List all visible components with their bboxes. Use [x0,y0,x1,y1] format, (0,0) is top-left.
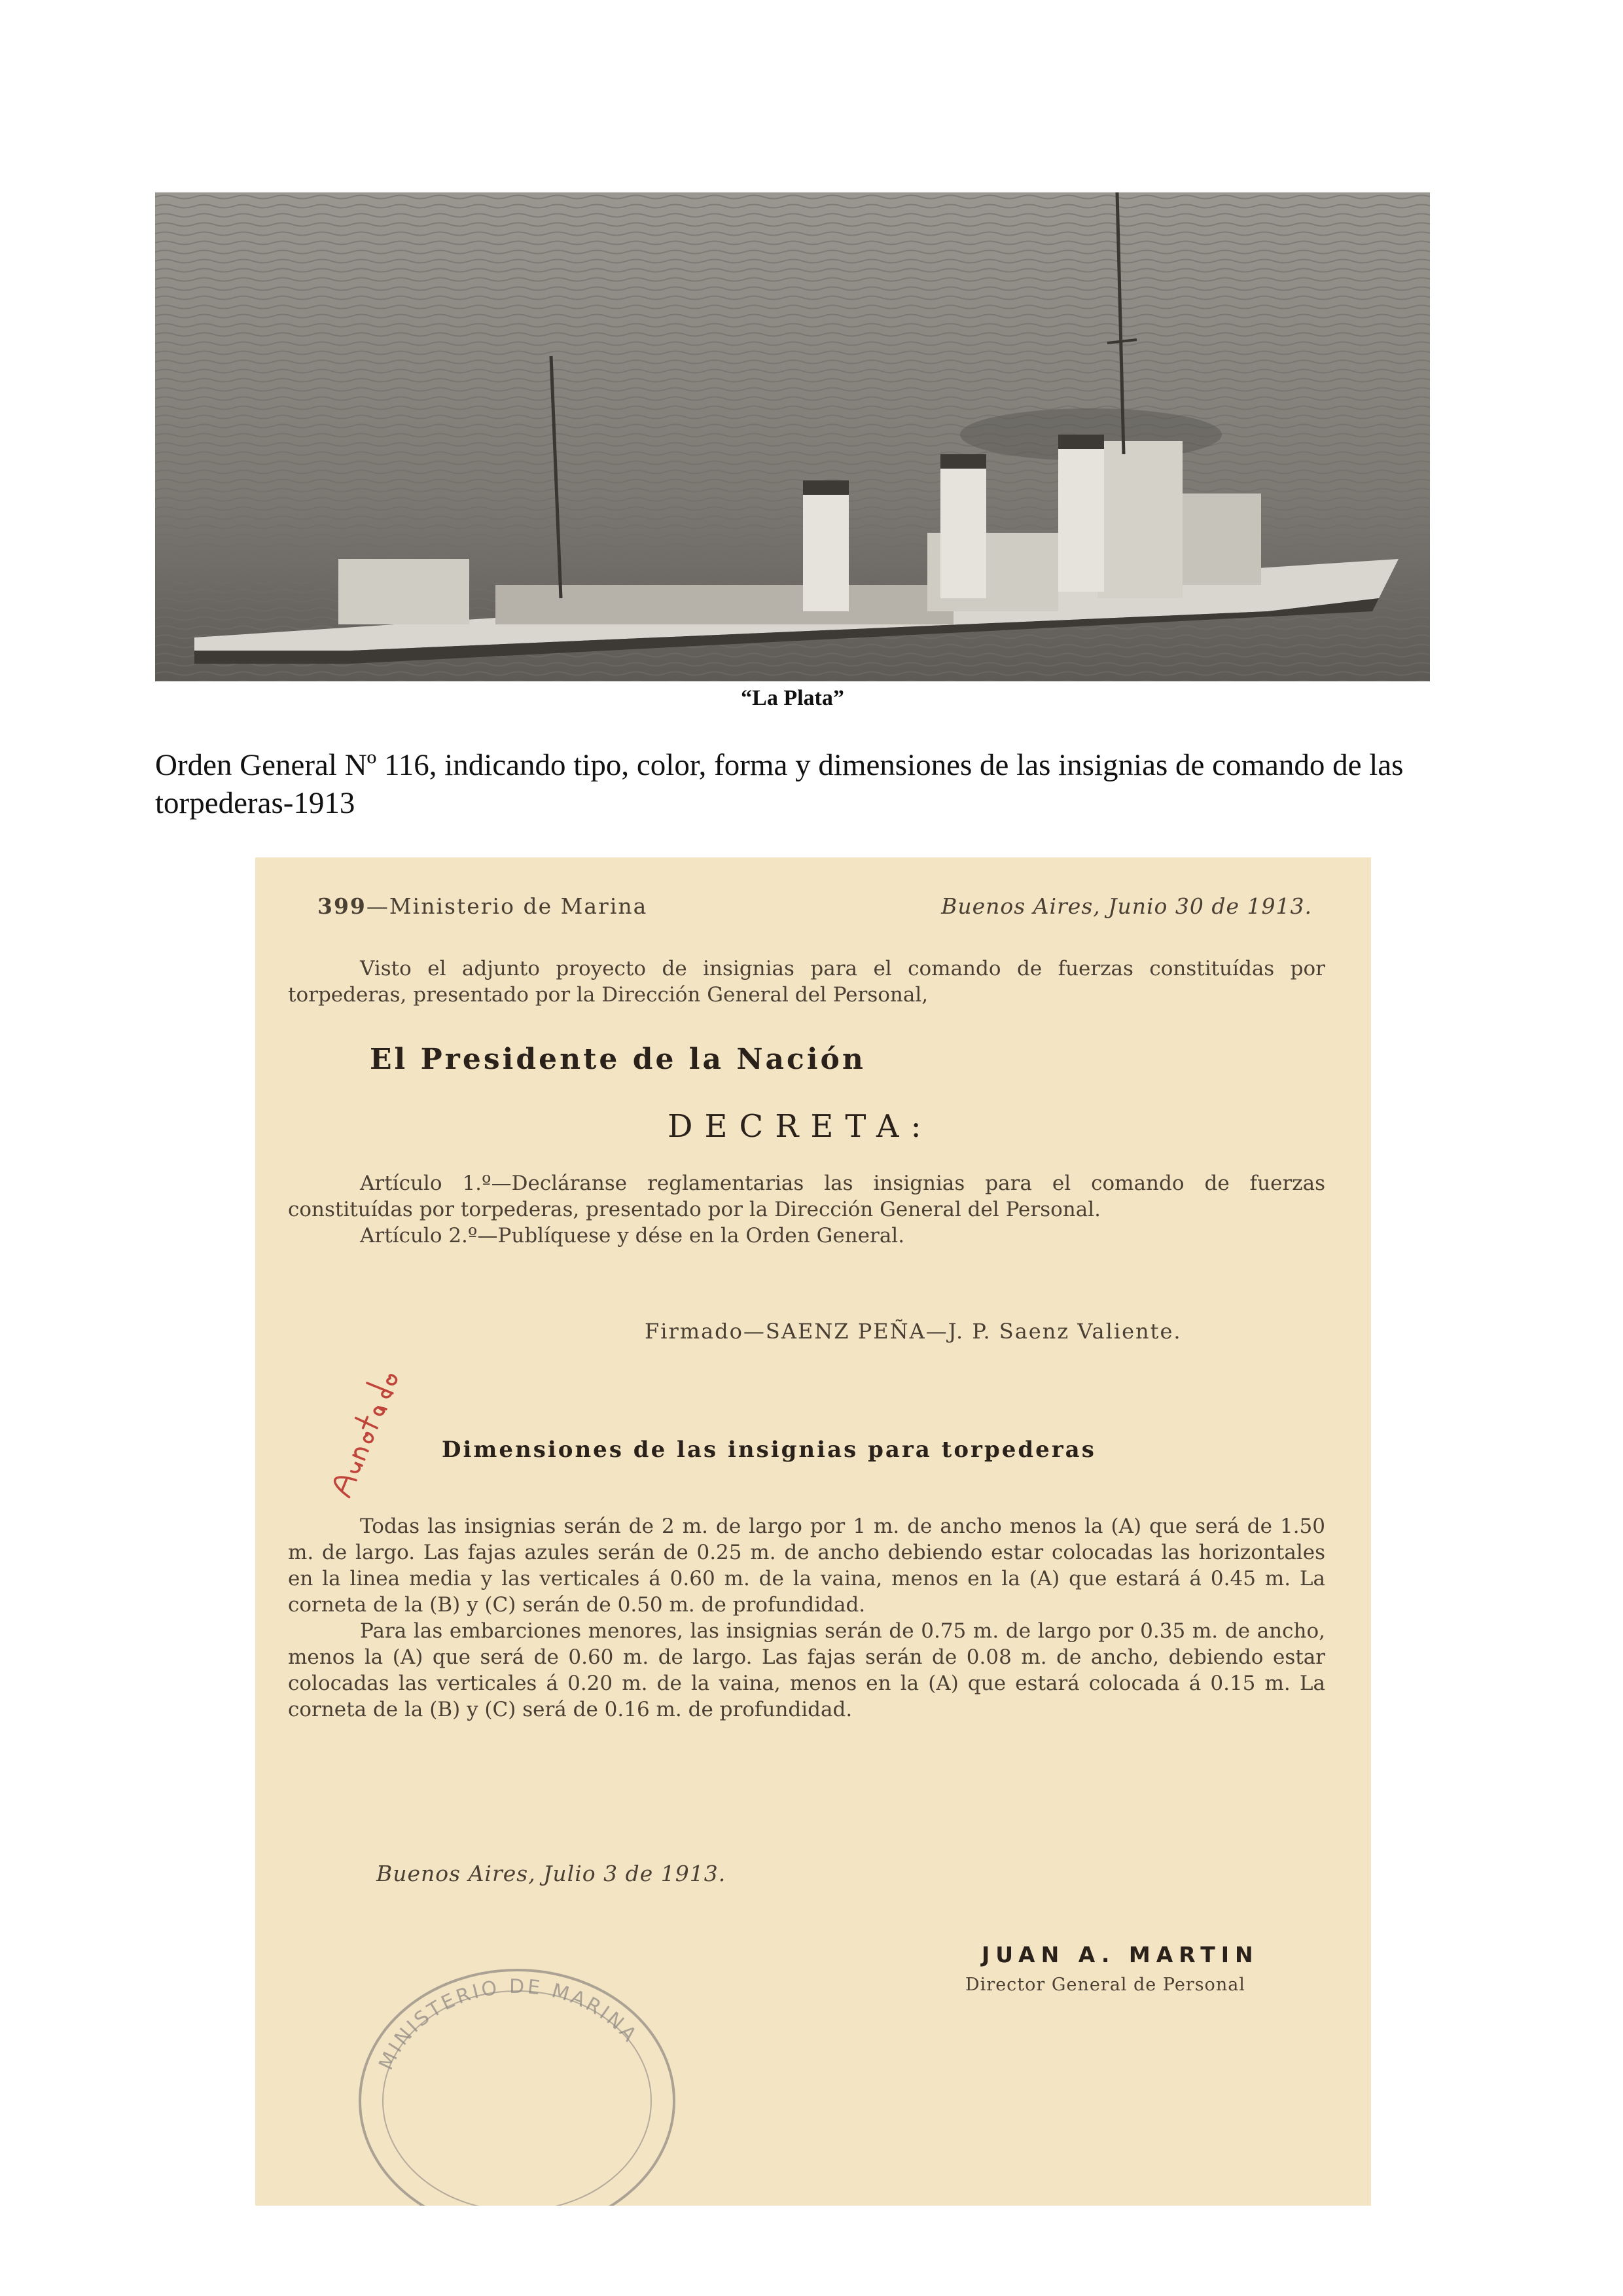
dimensions-subtitle: Dimensiones de las insignias para torpederas [442,1437,1096,1463]
ministry-name: —Ministerio de Marina [366,893,648,919]
articles [288,1170,1325,1249]
ministry-stamp-icon [334,1924,700,2206]
dimensions-paragraph-1: Todas las insignias serán de 2 m. de largo por 1 m. de ancho menos la (A) que será de 1.50 m. de largo. Las fajas azules serán de 0.25 m. de ancho debiendo estar colocadas las horizontales en la linea media y las verticales á 0.60 m. de la vaina, menos en la (A) que estará á 0.45 m. La corneta de la (B) y (C) serán de 0.50 m. de profundidad. [288,1515,1325,1617]
decreta-title: DECRETA: [668,1108,933,1145]
article-2: Artículo 2.º—Publíquese y dése en la Orden General. [360,1224,905,1247]
svg-text:MINISTERIO DE MARINA: MINISTERIO DE MARINA [374,1975,643,2073]
dimensions-text [288,1513,1325,1723]
intro-text: Visto el adjunto proyecto de insignias para el comando de fuerzas constituídas por torpederas, presentado por la Dirección General del Personal, [288,957,1325,1007]
intro-paragraph [288,956,1325,1008]
signer-title: Director General de Personal [965,1975,1245,1995]
article-1: Artículo 1.º—Decláranse reglamentarias las insignias para el comando de fuerzas constituídas por torpederas, presentado por la Dirección General del Personal. [288,1172,1325,1221]
ship-icon [155,192,1430,681]
president-title: El Presidente de la Nación [370,1043,866,1076]
signature-line: Firmado—SAENZ PEÑA—J. P. Saenz Valiente. [645,1319,1182,1344]
header-ministry [317,893,647,919]
signer-name: JUAN A. MARTIN [982,1942,1259,1967]
ship-photo [155,192,1430,681]
page-heading: Orden General Nº 116, indicando tipo, color, forma y dimensiones de las insignias de comando de las torpederas-1913 [155,748,1404,820]
decree-number: 399 [317,893,366,919]
photo-caption: “La Plata” [741,686,844,710]
closing-date: Buenos Aires, Julio 3 de 1913. [376,1861,726,1886]
dimensions-paragraph-2: Para las embarciones menores, las insignias serán de 0.75 m. de largo por 0.35 m. de ancho, menos la (A) que será de 0.60 m. de largo. Las fajas serán de 0.08 m. de ancho, debiendo estar colocadas las verticales á 0.20 m. de la vaina, menos en la (A) que estará colocada á 0.15 m. La corneta de la (B) y (C) será de 0.16 m. de profundidad. [288,1619,1325,1721]
decree-scan [255,857,1371,2206]
anotado-annotation-icon [311,1338,422,1502]
header-date: Buenos Aires, Junio 30 de 1913. [941,893,1312,919]
